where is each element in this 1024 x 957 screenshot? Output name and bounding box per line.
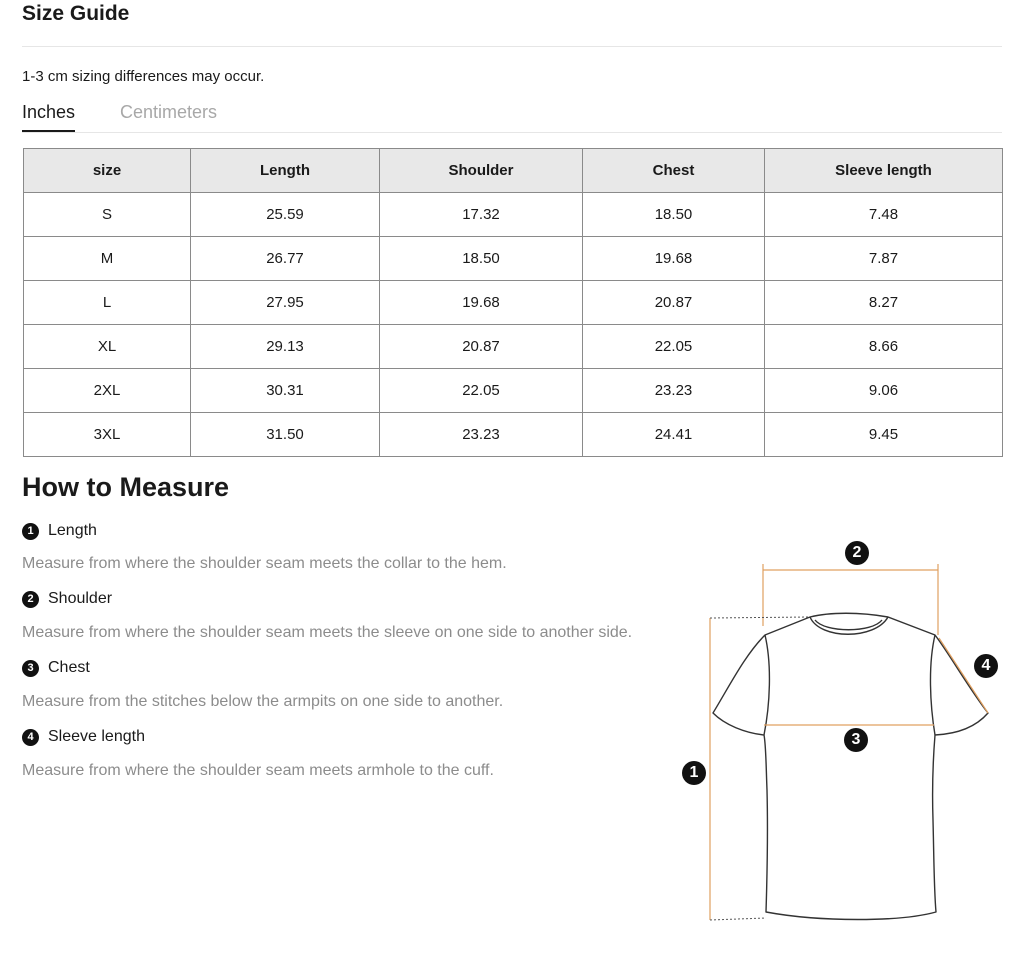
measure-badge-sleeve: 4 <box>974 654 998 678</box>
cell-chest: 23.23 <box>583 369 765 413</box>
step-number-badge: 2 <box>22 591 39 608</box>
step-number-badge: 3 <box>22 660 39 677</box>
cell-size: 3XL <box>24 413 191 457</box>
cell-size: XL <box>24 325 191 369</box>
step-sleeve-length <box>22 726 145 748</box>
cell-shoulder: 18.50 <box>380 237 583 281</box>
cell-length: 27.95 <box>191 281 380 325</box>
table-row <box>24 193 1003 237</box>
page-title: Size Guide <box>22 2 130 25</box>
cell-chest: 19.68 <box>583 237 765 281</box>
step-chest <box>22 657 90 679</box>
cell-size: M <box>24 237 191 281</box>
step-label: Length <box>48 522 97 539</box>
cell-sleeve-length: 9.06 <box>765 369 1003 413</box>
cell-length: 31.50 <box>191 413 380 457</box>
cell-sleeve-length: 8.66 <box>765 325 1003 369</box>
measure-badge-chest: 3 <box>844 728 868 752</box>
step-description: Measure from the stitches below the armpits on one side to another. <box>22 693 504 710</box>
step-label: Chest <box>48 659 90 676</box>
cell-size: S <box>24 193 191 237</box>
step-shoulder <box>22 588 112 610</box>
step-description: Measure from where the shoulder seam meets the collar to the hem. <box>22 555 507 572</box>
table-row <box>24 325 1003 369</box>
cell-chest: 24.41 <box>583 413 765 457</box>
cell-shoulder: 20.87 <box>380 325 583 369</box>
cell-size: 2XL <box>24 369 191 413</box>
size-table <box>23 148 1003 457</box>
how-to-measure-title: How to Measure <box>22 472 230 502</box>
tab-centimeters[interactable]: Centimeters <box>120 102 218 122</box>
unit-tabs <box>22 100 1002 133</box>
table-row <box>24 237 1003 281</box>
cell-length: 30.31 <box>191 369 380 413</box>
header-sleeve-length: Sleeve length <box>765 149 1003 193</box>
header-size: size <box>24 149 191 193</box>
cell-sleeve-length: 7.87 <box>765 237 1003 281</box>
measure-badge-length: 1 <box>682 761 706 785</box>
tshirt-measure-diagram <box>660 530 1020 940</box>
step-label: Shoulder <box>48 590 113 607</box>
step-length <box>22 520 97 542</box>
cell-shoulder: 19.68 <box>380 281 583 325</box>
header-length: Length <box>191 149 380 193</box>
cell-length: 25.59 <box>191 193 380 237</box>
cell-size: L <box>24 281 191 325</box>
measure-badge-shoulder: 2 <box>845 541 869 565</box>
cell-sleeve-length: 8.27 <box>765 281 1003 325</box>
cell-sleeve-length: 7.48 <box>765 193 1003 237</box>
header-chest: Chest <box>583 149 765 193</box>
cell-chest: 18.50 <box>583 193 765 237</box>
step-number-badge: 1 <box>22 523 39 540</box>
step-description: Measure from where the shoulder seam meets the sleeve on one side to another side. <box>22 624 633 641</box>
cell-shoulder: 17.32 <box>380 193 583 237</box>
step-number-badge: 4 <box>22 729 39 746</box>
table-row <box>24 413 1003 457</box>
tshirt-icon <box>660 530 1020 940</box>
sizing-note: 1-3 cm sizing differences may occur. <box>22 68 265 85</box>
step-description: Measure from where the shoulder seam meets armhole to the cuff. <box>22 762 494 779</box>
cell-chest: 22.05 <box>583 325 765 369</box>
tab-inches[interactable]: Inches <box>22 100 75 132</box>
table-header-row <box>24 149 1003 193</box>
cell-shoulder: 22.05 <box>380 369 583 413</box>
cell-chest: 20.87 <box>583 281 765 325</box>
table-row <box>24 281 1003 325</box>
cell-shoulder: 23.23 <box>380 413 583 457</box>
step-label: Sleeve length <box>48 728 145 745</box>
table-row <box>24 369 1003 413</box>
cell-sleeve-length: 9.45 <box>765 413 1003 457</box>
cell-length: 26.77 <box>191 237 380 281</box>
title-divider <box>22 46 1002 47</box>
header-shoulder: Shoulder <box>380 149 583 193</box>
cell-length: 29.13 <box>191 325 380 369</box>
